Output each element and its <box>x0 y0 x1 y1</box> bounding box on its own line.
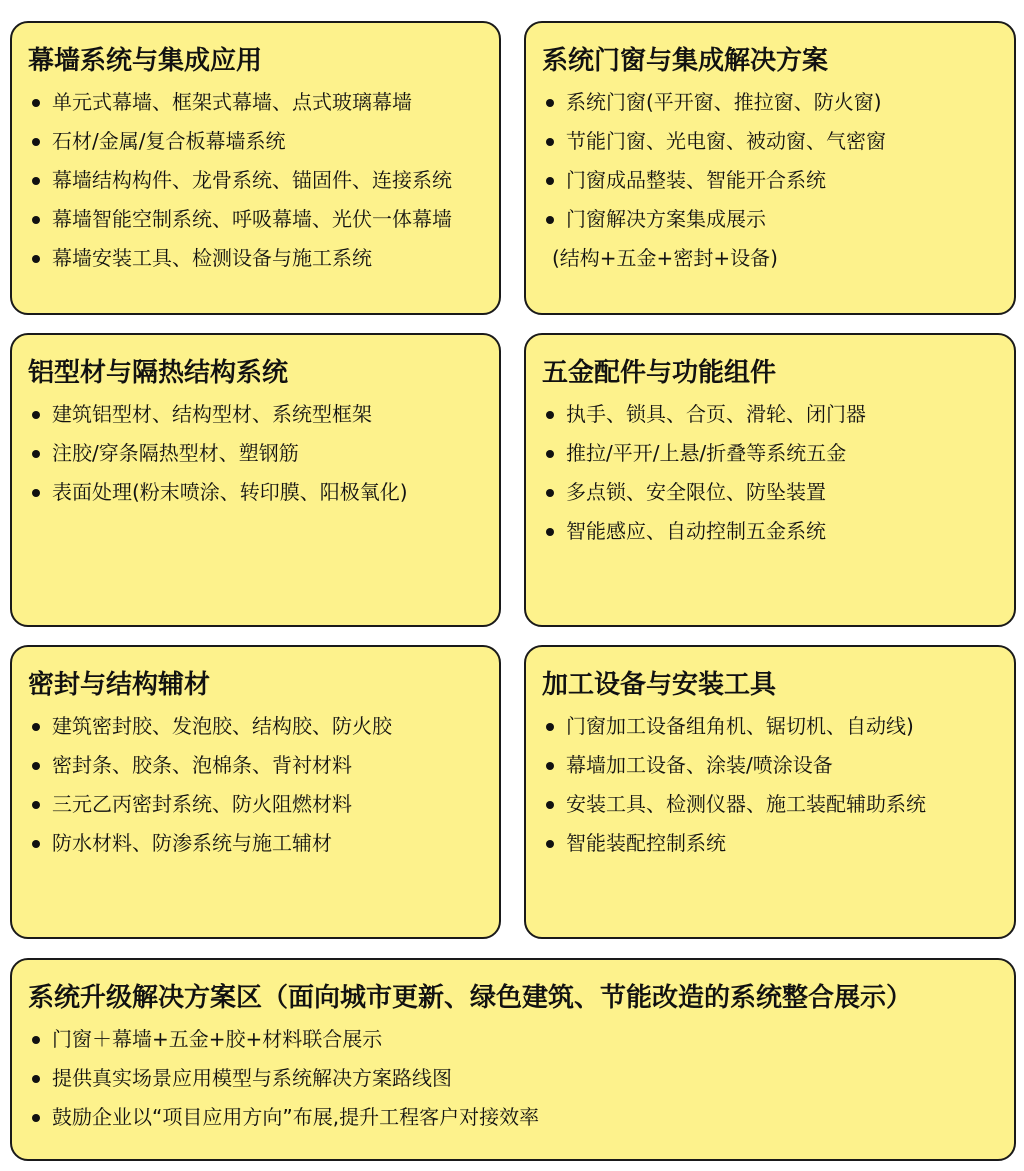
list-item <box>28 785 483 824</box>
bullet-icon <box>546 450 554 458</box>
list-item-label: 建筑铝型材、结构型材、系统型框架 <box>52 402 372 426</box>
item-list <box>28 83 483 278</box>
bullet-icon <box>546 762 554 770</box>
list-item-label: 门窗＋幕墙+五金+胶+材料联合展示 <box>52 1027 383 1051</box>
card-title: 幕墙系统与集成应用 <box>28 46 263 76</box>
list-item-label: 门窗成品整装、智能开合系统 <box>566 168 826 192</box>
bullet-icon <box>546 840 554 848</box>
item-list <box>28 395 483 512</box>
list-item-label: 门窗加工设备组角机、锯切机、自动线) <box>566 714 914 738</box>
list-item <box>542 434 998 473</box>
bullet-icon <box>546 216 554 224</box>
list-item-label: 单元式幕墙、框架式幕墙、点式玻璃幕墙 <box>52 90 412 114</box>
list-item <box>542 746 998 785</box>
list-item <box>542 512 998 551</box>
bullet-icon <box>32 723 40 731</box>
item-note: (结构+五金+密封+设备) <box>552 246 778 270</box>
card-system-upgrade-solutions <box>10 958 1016 1161</box>
list-item-label: 智能感应、自动控制五金系统 <box>566 519 826 543</box>
bullet-icon <box>546 489 554 497</box>
list-item <box>542 785 998 824</box>
list-item-label: 三元乙丙密封系统、防火阻燃材料 <box>52 792 352 816</box>
bullet-icon <box>546 411 554 419</box>
card-title: 系统门窗与集成解决方案 <box>542 46 829 76</box>
bullet-icon <box>32 255 40 263</box>
list-item-label: 门窗解决方案集成展示 <box>566 207 766 231</box>
list-item <box>28 122 483 161</box>
bullet-icon <box>32 216 40 224</box>
list-item <box>28 395 483 434</box>
card-system-doors-windows <box>524 21 1016 315</box>
list-item-label: 石材/金属/复合板幕墙系统 <box>52 129 286 153</box>
list-item-label: 幕墙安装工具、检测设备与施工系统 <box>52 246 372 270</box>
list-item-label: 提供真实场景应用模型与系统解决方案路线图 <box>52 1066 452 1090</box>
bullet-icon <box>32 489 40 497</box>
bullet-icon <box>546 99 554 107</box>
list-item-label: 幕墙加工设备、涂装/喷涂设备 <box>566 753 833 777</box>
bullet-icon <box>32 1036 40 1044</box>
list-item <box>542 83 998 122</box>
list-item <box>28 1020 998 1059</box>
bullet-icon <box>32 138 40 146</box>
list-item <box>28 473 483 512</box>
bullet-icon <box>32 1075 40 1083</box>
bullet-icon <box>32 762 40 770</box>
list-item <box>542 161 998 200</box>
list-item-label: 执手、锁具、合页、滑轮、闭门器 <box>566 402 866 426</box>
list-item <box>28 434 483 473</box>
list-item <box>542 707 998 746</box>
item-list <box>28 707 483 863</box>
list-item <box>28 83 483 122</box>
list-item-label: 表面处理(粉末喷涂、转印膜、阳极氧化) <box>52 480 408 504</box>
list-item-label: 鼓励企业以“项目应用方向”布展,提升工程客户对接效率 <box>52 1105 540 1129</box>
item-list <box>28 1020 998 1137</box>
card-processing-equipment <box>524 645 1016 939</box>
bullet-icon <box>546 138 554 146</box>
list-item-label: 幕墙结构构件、龙骨系统、锚固件、连接系统 <box>52 168 452 192</box>
card-sealing-materials <box>10 645 501 939</box>
list-item <box>542 395 998 434</box>
bullet-icon <box>32 450 40 458</box>
list-item <box>542 824 998 863</box>
card-curtain-wall-systems <box>10 21 501 315</box>
bullet-icon <box>546 801 554 809</box>
bullet-icon <box>32 411 40 419</box>
list-item-label: 注胶/穿条隔热型材、塑钢筋 <box>52 441 299 465</box>
list-item <box>28 746 483 785</box>
bullet-icon <box>546 723 554 731</box>
bullet-icon <box>32 1114 40 1122</box>
list-item <box>28 239 483 278</box>
list-item <box>542 200 998 239</box>
list-item-label: 安装工具、检测仪器、施工装配辅助系统 <box>566 792 926 816</box>
item-list <box>542 395 998 551</box>
card-title: 铝型材与隔热结构系统 <box>28 358 289 388</box>
list-item <box>542 122 998 161</box>
list-item-label: 系统门窗(平开窗、推拉窗、防火窗) <box>566 90 882 114</box>
list-item <box>28 1059 998 1098</box>
bullet-icon <box>546 528 554 536</box>
list-item <box>542 473 998 512</box>
list-item-label: 幕墙智能空制系统、呼吸幕墙、光伏一体幕墙 <box>52 207 452 231</box>
bullet-icon <box>32 177 40 185</box>
card-title: 系统升级解决方案区（面向城市更新、绿色建筑、节能改造的系统整合展示） <box>28 983 913 1013</box>
item-list <box>542 83 998 239</box>
list-item-label: 多点锁、安全限位、防坠装置 <box>566 480 826 504</box>
bullet-icon <box>32 840 40 848</box>
card-title: 密封与结构辅材 <box>28 670 211 700</box>
card-aluminum-profiles <box>10 333 501 627</box>
list-item <box>28 161 483 200</box>
list-item-label: 节能门窗、光电窗、被动窗、气密窗 <box>566 129 886 153</box>
list-item <box>28 200 483 239</box>
list-item <box>28 1098 998 1137</box>
card-title: 五金配件与功能组件 <box>542 358 777 388</box>
list-item-label: 智能装配控制系统 <box>566 831 726 855</box>
list-item-label: 建筑密封胶、发泡胶、结构胶、防火胶 <box>52 714 392 738</box>
list-item <box>28 707 483 746</box>
list-item-label: 防水材料、防渗系统与施工辅材 <box>52 831 332 855</box>
list-item-label: 密封条、胶条、泡棉条、背衬材料 <box>52 753 352 777</box>
bullet-icon <box>32 801 40 809</box>
card-hardware-components <box>524 333 1016 627</box>
bullet-icon <box>32 99 40 107</box>
list-item <box>28 824 483 863</box>
bullet-icon <box>546 177 554 185</box>
card-title: 加工设备与安装工具 <box>542 670 777 700</box>
list-item-label: 推拉/平开/上悬/折叠等系统五金 <box>566 441 847 465</box>
item-list <box>542 707 998 863</box>
